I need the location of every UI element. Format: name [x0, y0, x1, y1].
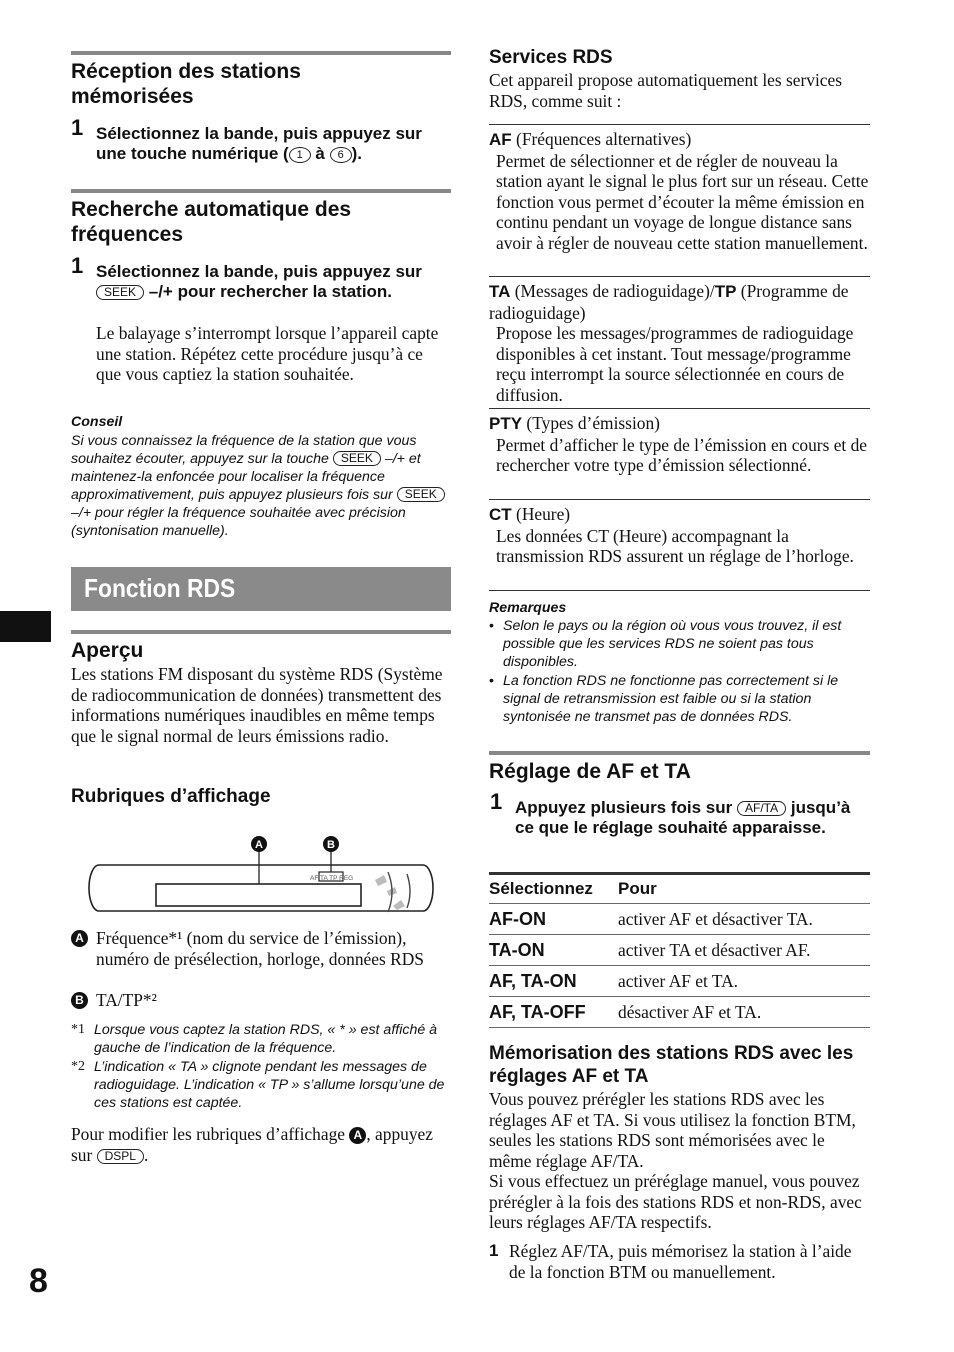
- tip-text: –/+ et maintenez-la enfoncée pour localiser la fréquence approximativement, puis appuyez plusieurs fois sur: [71, 451, 421, 503]
- step-text: –/+ pour rechercher la station.: [148, 282, 393, 301]
- table-cell: désactiver AF et TA.: [618, 997, 870, 1028]
- legend-b: [71, 990, 451, 1011]
- table-cell: AF, TA-ON: [489, 966, 618, 997]
- service-term: CT: [489, 505, 512, 524]
- service-desc: Permet de sélectionner et de régler de nouveau la station ayant le signal le plus fort sur un réseau. Cette fonction vous permet d’écouter la même émission en continu pendant un voyage de longue distance sans avoir à régler de nouveau cette station manuellement.: [496, 150, 869, 253]
- body-text: Pour modifier les rubriques d’affichage: [71, 1124, 345, 1144]
- service-term: PTY: [489, 414, 523, 433]
- table-cell: AF, TA-OFF: [489, 997, 618, 1028]
- table-header: Sélectionnez: [489, 874, 618, 904]
- display-window: [156, 884, 361, 906]
- button-1-key: 1: [289, 147, 311, 163]
- marker-a-icon: A: [349, 1127, 366, 1144]
- step-text: à: [315, 144, 325, 163]
- af-ta-table: [489, 872, 870, 1028]
- recherche-step: [71, 253, 452, 302]
- step-number: 1: [71, 115, 84, 140]
- seek-key: SEEK: [397, 487, 445, 502]
- table-cell: TA-ON: [489, 935, 618, 966]
- step-text: Sélectionnez la bande, puis appuyez sur une touche numérique (: [96, 124, 422, 163]
- button-6-key: 6: [330, 147, 352, 163]
- step-text: jusqu’à ce que le réglage souhaité apparaisse.: [515, 798, 851, 837]
- legend-a: [71, 928, 451, 969]
- service-term-desc: (Fréquences alternatives): [516, 129, 692, 149]
- apercu-body: Les stations FM disposant du système RDS (Système de radiocommunication de données) transmettent des informations numériques inaudibles en même temps que le signal normal de leurs émissions radio.: [71, 664, 443, 746]
- side-tab: [0, 611, 51, 642]
- table-cell: activer AF et désactiver TA.: [618, 904, 870, 935]
- af-ta-key: AF/TA: [737, 801, 786, 816]
- service-term-desc: (Types d’émission): [526, 413, 660, 433]
- footnote-text: Lorsque vous captez la station RDS, « * » est affiché à gauche de l’indication de la fréquence.: [94, 1022, 438, 1056]
- bullet: •: [489, 673, 494, 689]
- reglage-heading: Réglage de AF et TA: [489, 760, 691, 783]
- conseil-text: [71, 432, 453, 540]
- memorisation-step: [489, 1241, 870, 1282]
- step-number: 1: [71, 253, 84, 278]
- memorisation-heading: Mémorisation des stations RDS avec les réglages AF et TA: [489, 1043, 854, 1087]
- footnote-marker: *2: [71, 1059, 85, 1074]
- body-text: , appuyez sur: [71, 1124, 433, 1165]
- marker-b-label: B: [327, 839, 335, 851]
- service-term-desc: (Programme de radioguidage): [489, 281, 849, 323]
- legend-b-text: TA/TP*²: [96, 990, 157, 1010]
- remarque-2: [489, 672, 870, 726]
- table-header-row: [489, 874, 870, 904]
- table-row: [489, 997, 870, 1028]
- footnote-2: [71, 1058, 451, 1112]
- footnote-marker: *1: [71, 1022, 85, 1037]
- reception-heading: Réception des stations mémorisées: [71, 60, 301, 108]
- service-term-desc: (Messages de radioguidage)/: [514, 281, 715, 301]
- step-number: 1: [490, 789, 503, 814]
- step-number: 1: [489, 1241, 499, 1260]
- memorisation-body-2: Si vous effectuez un préréglage manuel, vous pouvez prérégler à la fois des stations RDS et non-RDS, avec leurs réglages AF/TA respectifs.: [489, 1171, 862, 1233]
- tip-text: Si vous connaissez la fréquence de la station que vous souhaitez écouter, appuyez sur la touche: [71, 433, 417, 467]
- conseil-title: Conseil: [71, 414, 123, 430]
- rubriques-heading: Rubriques d’affichage: [71, 786, 271, 807]
- dspl-key: DSPL: [97, 1149, 144, 1164]
- service-ct: [489, 499, 870, 591]
- section-rule: [71, 189, 451, 193]
- service-af: [489, 124, 870, 254]
- table-row: [489, 935, 870, 966]
- service-desc: Propose les messages/programmes de radioguidage disponibles à cet instant. Tout message/programme reçu interrompt la source sélectionnée en cours de diffusion.: [496, 323, 854, 405]
- recherche-heading: Recherche automatique des fréquences: [71, 198, 352, 246]
- remarque-text: Selon le pays ou la région où vous vous trouvez, il est possible que les services RDS ne soient pas tous disponibles.: [503, 618, 842, 670]
- table-cell: activer AF et TA.: [618, 966, 870, 997]
- tip-text: –/+ pour régler la fréquence souhaitée avec précision (syntonisation manuelle).: [71, 505, 406, 539]
- seek-key: SEEK: [96, 285, 144, 300]
- step-text: ).: [351, 144, 363, 163]
- seek-key: SEEK: [333, 451, 381, 466]
- remarque-1: [489, 617, 870, 671]
- service-pty: [489, 408, 870, 476]
- modify-display-text: [71, 1124, 451, 1165]
- service-term: TA: [489, 282, 511, 301]
- page-number: 8: [29, 1262, 48, 1300]
- step-text: Appuyez plusieurs fois sur: [515, 798, 733, 817]
- body-text: .: [143, 1144, 149, 1165]
- indicator-labels: AF TA TP REG: [310, 875, 354, 882]
- service-term-desc: (Heure): [516, 504, 571, 524]
- marker-b-icon: B: [71, 992, 88, 1009]
- section-banner: [71, 567, 451, 611]
- step-text: Sélectionnez la bande, puis appuyez sur: [96, 262, 422, 281]
- display-diagram: [87, 834, 435, 914]
- apercu-heading: Aperçu: [71, 639, 144, 662]
- service-term: TP: [714, 282, 737, 301]
- reglage-step: [490, 789, 865, 838]
- table-cell: activer TA et désactiver AF.: [618, 935, 870, 966]
- table-row: [489, 904, 870, 935]
- section-rule: [71, 630, 451, 634]
- display-outline: [89, 865, 433, 911]
- section-rule: [489, 751, 870, 755]
- services-intro: Cet appareil propose automatiquement les services RDS, comme suit :: [489, 70, 843, 111]
- table-header: Pour: [618, 874, 870, 904]
- memorisation-body-1: Vous pouvez prérégler les stations RDS avec les réglages AF et TA. Si vous utilisez la fonction BTM, seules les stations RDS sont mémorisées avec le même réglage AF/TA.: [489, 1089, 856, 1171]
- service-desc: Permet d’afficher le type de l’émission en cours et de rechercher votre type d’émission sélectionné.: [496, 434, 868, 476]
- footnote-1: [71, 1021, 451, 1057]
- remarque-text: La fonction RDS ne fonctionne pas correctement si le signal de retransmission est faible ou si la station syntonisée ne transmet pas de données RDS.: [503, 673, 839, 725]
- service-desc: Les données CT (Heure) accompagnant la transmission RDS assurent un réglage de l’horloge.: [496, 525, 854, 567]
- service-term: AF: [489, 130, 512, 149]
- table-cell: AF-ON: [489, 904, 618, 935]
- banner-title: Fonction RDS: [84, 573, 236, 603]
- reception-step: [71, 115, 452, 164]
- legend-a-text: Fréquence*¹ (nom du service de l’émission), numéro de présélection, horloge, données RDS: [96, 928, 424, 969]
- services-heading: Services RDS: [489, 47, 613, 68]
- marker-a-icon: A: [71, 930, 88, 947]
- step-text: Réglez AF/TA, puis mémorisez la station à l’aide de la fonction BTM ou manuellement.: [509, 1241, 852, 1282]
- marker-a-label: A: [255, 839, 263, 851]
- table-row: [489, 966, 870, 997]
- service-ta-tp: [489, 276, 870, 406]
- section-rule: [71, 51, 451, 55]
- footnote-text: L’indication « TA » clignote pendant les messages de radioguidage. L’indication « TP » s’allume lorsqu’une de ces stations est captée.: [94, 1059, 445, 1111]
- remarques-title: Remarques: [489, 600, 567, 616]
- recherche-body: Le balayage s’interrompt lorsque l’appareil capte une station. Répétez cette procédure jusqu’à ce que vous captiez la station souhaitée.: [96, 323, 439, 385]
- bullet: •: [489, 618, 494, 634]
